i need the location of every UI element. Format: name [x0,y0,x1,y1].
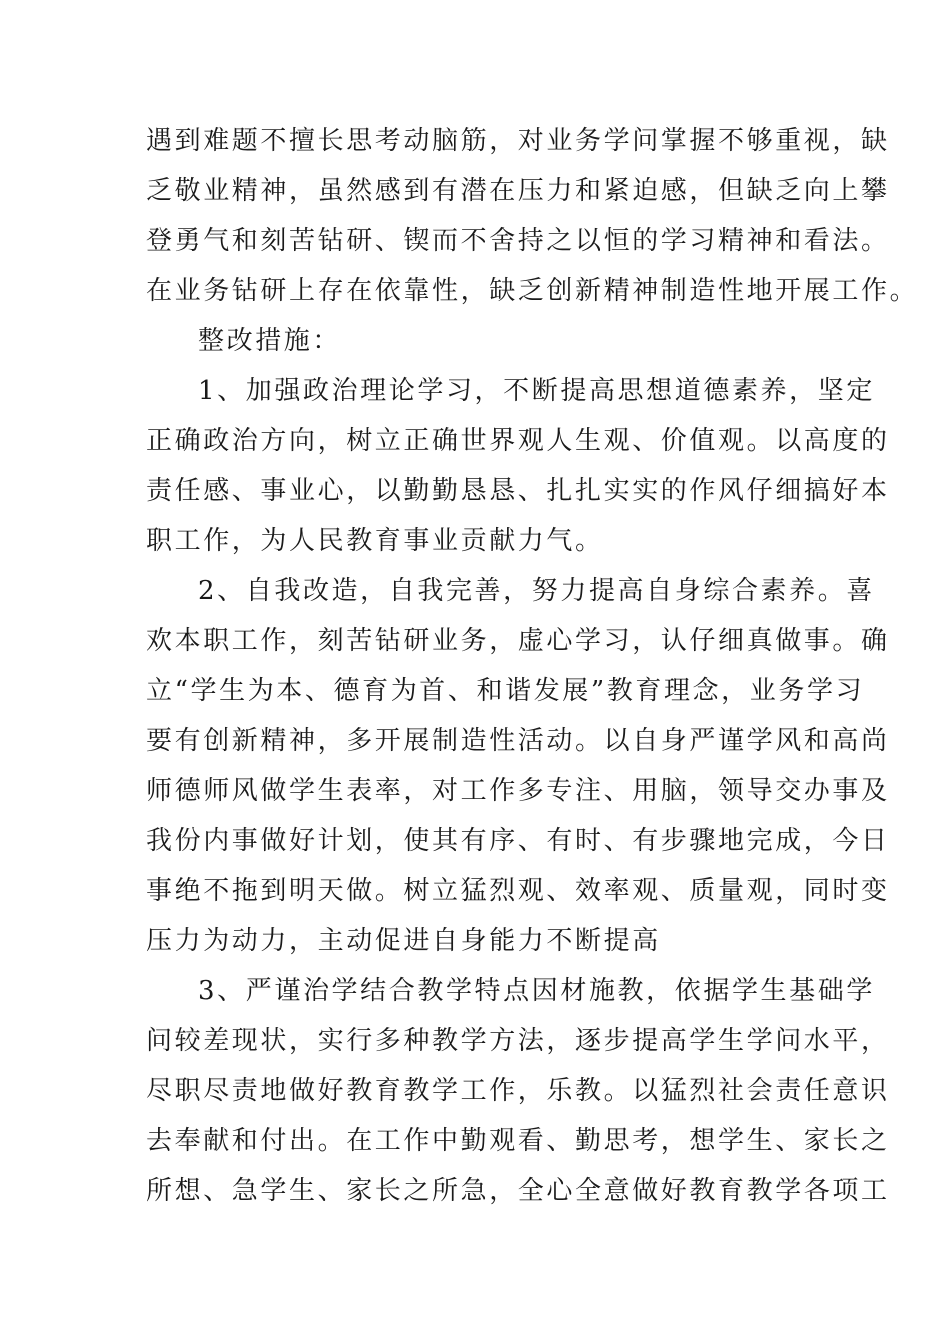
text-line: 师德师风做学生表率，对工作多专注、用脑，领导交办事及 [146,776,890,806]
text-line: 压力为动力，主动促进自身能力不断提高 [146,926,661,956]
section-heading: 整改措施： [198,326,342,356]
text-line: 欢本职工作，刻苦钻研业务，虚心学习，认仔细真做事。确 [146,626,890,656]
text-line: 登勇气和刻苦钻研、锲而不舍持之以恒的学习精神和看法。 [146,226,890,256]
text-line: 正确政治方向，树立正确世界观人生观、价值观。以高度的 [146,426,890,456]
text-line: 立“学生为本、德育为首、和谐发展”教育理念，业务学习 [146,676,865,706]
text-line: 所想、急学生、家长之所急，全心全意做好教育教学各项工 [146,1176,890,1206]
text-line: 尽职尽责地做好教育教学工作，乐教。以猛烈社会责任意识 [146,1076,890,1106]
text-line: 去奉献和付出。在工作中勤观看、勤思考，想学生、家长之 [146,1126,890,1156]
text-line: 遇到难题不擅长思考动脑筋，对业务学问掌握不够重视，缺 [146,126,890,156]
text-line: 1、加强政治理论学习，不断提高思想道德素养，坚定 [198,376,875,406]
text-line: 要有创新精神，多开展制造性活动。以自身严谨学风和高尚 [146,726,890,756]
text-line: 事绝不拖到明天做。树立猛烈观、效率观、质量观，同时变 [146,876,890,906]
text-line: 责任感、事业心，以勤勤恳恳、扎扎实实的作风仔细搞好本 [146,476,890,506]
document-body [146,116,919,1216]
text-line: 在业务钻研上存在依靠性，缺乏创新精神制造性地开展工作。 [146,276,919,306]
text-line: 乏敬业精神，虽然感到有潜在压力和紧迫感，但缺乏向上攀 [146,176,890,206]
text-line: 2、自我改造，自我完善，努力提高自身综合素养。喜 [198,576,875,606]
text-line: 问较差现状，实行多种教学方法，逐步提高学生学问水平， [146,1026,890,1056]
text-line: 职工作，为人民教育事业贡献力气。 [146,526,604,556]
text-line: 我份内事做好计划，使其有序、有时、有步骤地完成，今日 [146,826,890,856]
text-line: 3、严谨治学结合教学特点因材施教，依据学生基础学 [198,976,875,1006]
